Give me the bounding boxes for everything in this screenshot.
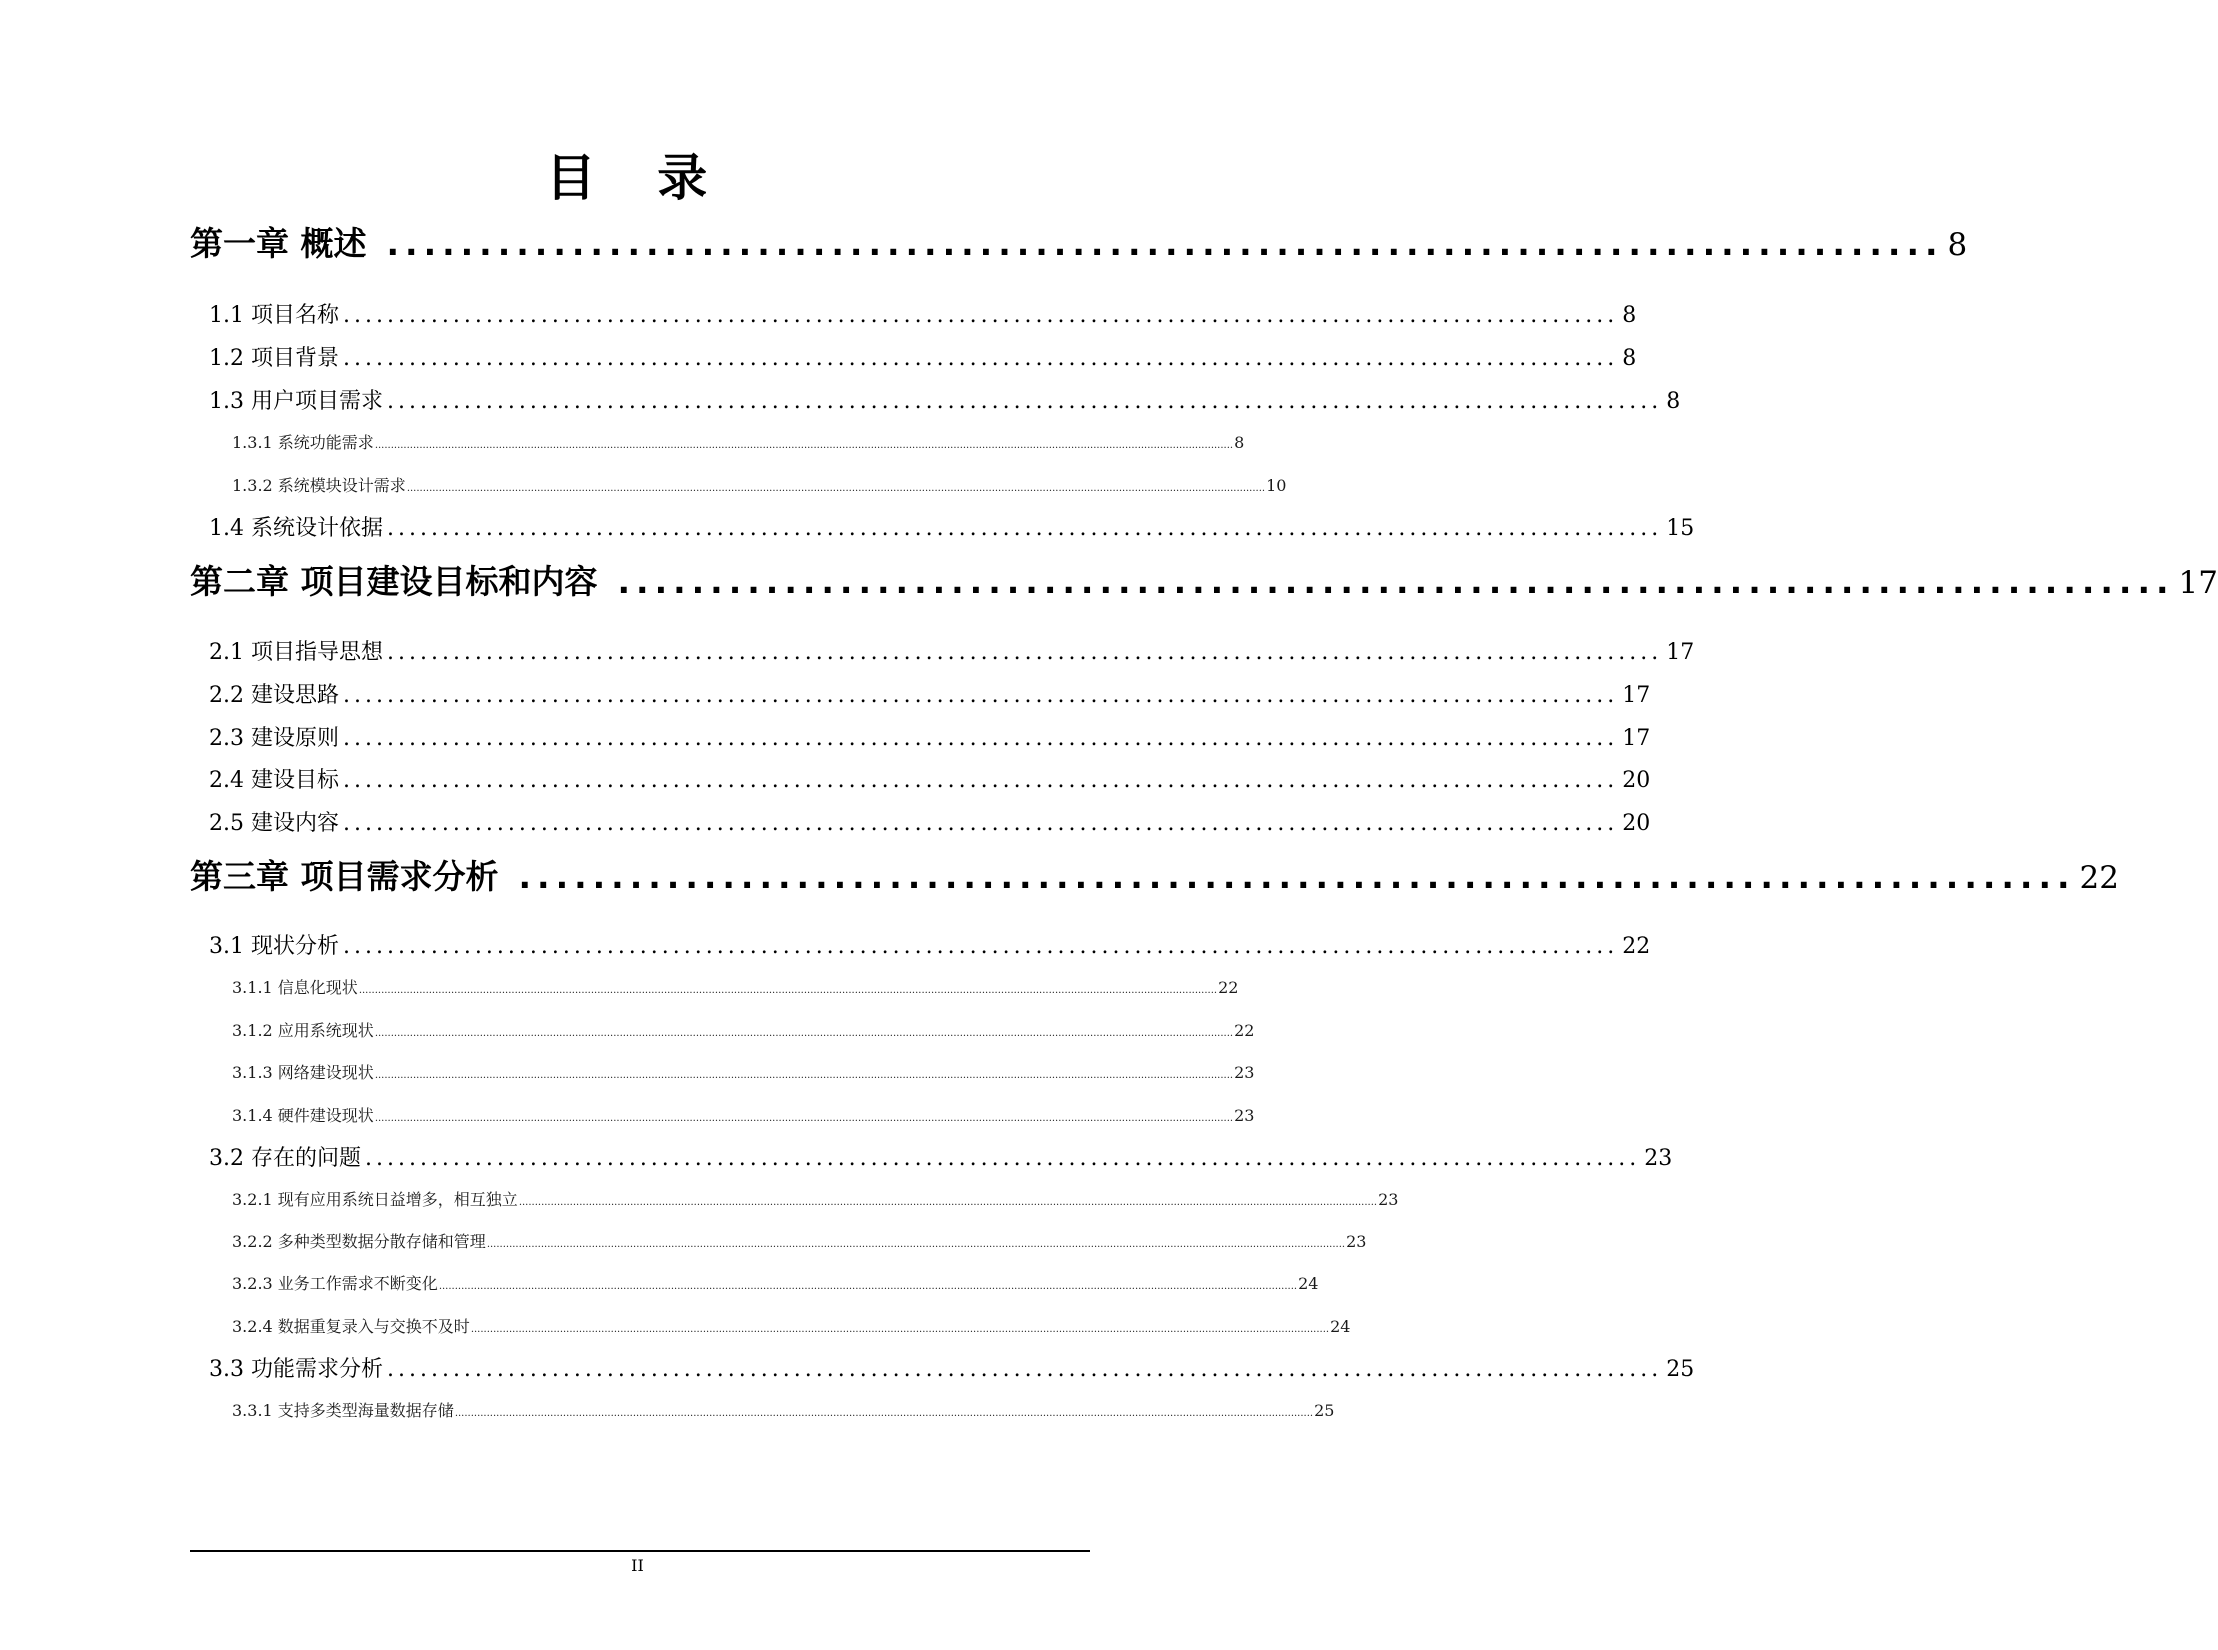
dot-leader: .............................................................................................................................................................................................................................................................................. bbox=[406, 483, 1266, 494]
toc-entry-label: 3.2.3 业务工作需求不断变化 bbox=[232, 1274, 438, 1293]
toc-entry-label: 3.3.1 支持多类型海量数据存储 bbox=[232, 1401, 454, 1420]
toc-entry-page: 25 bbox=[1666, 1357, 1695, 1382]
toc-subsection-3-1-4[interactable] bbox=[232, 1103, 1255, 1127]
dot-leader: .................................................................................................................... bbox=[342, 683, 1619, 708]
dot-leader: .................................................................................................................... bbox=[342, 768, 1619, 793]
toc-section-3-1[interactable] bbox=[209, 929, 1651, 961]
toc-subsection-3-1-1[interactable] bbox=[232, 975, 1239, 999]
dot-leader: .............................................................................................................................................................................................................................................................................. bbox=[486, 1239, 1346, 1250]
dot-leader: .................................................................................... bbox=[518, 857, 2076, 896]
toc-entry-page: 24 bbox=[1330, 1317, 1351, 1336]
toc-entry-page: 8 bbox=[1666, 389, 1681, 414]
toc-entry-label: 1.3.2 系统模块设计需求 bbox=[232, 476, 406, 495]
dot-leader: .............................................................................................................................................................................................................................................................................. bbox=[470, 1324, 1330, 1335]
toc-entry-page: 25 bbox=[1314, 1401, 1335, 1420]
toc-entry-label: 1.3 用户项目需求 bbox=[209, 389, 383, 414]
toc-entry-label: 3.1 现状分析 bbox=[209, 934, 339, 959]
toc-entry-label: 1.1 项目名称 bbox=[209, 303, 339, 328]
dot-leader: .................................................................................................................... bbox=[386, 640, 1663, 665]
toc-entry-page: 22 bbox=[2079, 860, 2119, 896]
toc-entry-label: 2.4 建设目标 bbox=[209, 768, 339, 793]
toc-entry-page: 8 bbox=[1622, 303, 1637, 328]
toc-entry-page: 23 bbox=[1234, 1106, 1255, 1125]
toc-entry-page: 8 bbox=[1622, 346, 1637, 371]
toc-subsection-3-2-1[interactable] bbox=[232, 1187, 1399, 1211]
dot-leader: .................................................................................................................... bbox=[342, 303, 1619, 328]
toc-entry-label: 第一章 概述 bbox=[190, 224, 367, 263]
toc-entry-label: 2.3 建设原则 bbox=[209, 726, 339, 751]
dot-leader: .............................................................................................................................................................................................................................................................................. bbox=[518, 1197, 1378, 1208]
toc-entry-page: 23 bbox=[1234, 1063, 1255, 1082]
toc-entry-page: 20 bbox=[1622, 768, 1651, 793]
toc-entry-page: 23 bbox=[1378, 1190, 1399, 1209]
dot-leader: .................................................................................................................... bbox=[342, 726, 1619, 751]
toc-subsection-3-2-3[interactable] bbox=[232, 1271, 1319, 1295]
toc-entry-label: 3.1.4 硬件建设现状 bbox=[232, 1106, 374, 1125]
toc-section-2-5[interactable] bbox=[209, 806, 1651, 838]
toc-entry-label: 1.3.1 系统功能需求 bbox=[232, 433, 374, 452]
dot-leader: .................................................................................................................... bbox=[342, 811, 1619, 836]
toc-chapter-1[interactable] bbox=[190, 218, 1968, 263]
toc-subsection-1-3-2[interactable] bbox=[232, 473, 1287, 497]
toc-entry-page: 10 bbox=[1266, 476, 1287, 495]
toc-entry-label: 1.2 项目背景 bbox=[209, 346, 339, 371]
toc-section-1-3[interactable] bbox=[209, 384, 1681, 416]
page-title: 目 录 bbox=[545, 149, 730, 207]
toc-section-3-3[interactable] bbox=[209, 1352, 1695, 1384]
dot-leader: .................................................................................................................... bbox=[386, 389, 1663, 414]
dot-leader: .................................................................................................................... bbox=[386, 516, 1663, 541]
toc-section-2-3[interactable] bbox=[209, 721, 1651, 753]
toc-subsection-3-3-1[interactable] bbox=[232, 1398, 1335, 1422]
toc-entry-page: 20 bbox=[1622, 811, 1651, 836]
toc-entry-label: 3.2.4 数据重复录入与交换不及时 bbox=[232, 1317, 470, 1336]
dot-leader: .............................................................................................................................................................................................................................................................................. bbox=[374, 1028, 1234, 1039]
toc-entry-page: 23 bbox=[1346, 1232, 1367, 1251]
toc-entry-label: 2.2 建设思路 bbox=[209, 683, 339, 708]
toc-entry-page: 22 bbox=[1234, 1021, 1255, 1040]
toc-entry-page: 23 bbox=[1644, 1146, 1673, 1171]
toc-section-2-4[interactable] bbox=[209, 763, 1651, 795]
toc-entry-page: 22 bbox=[1622, 934, 1651, 959]
dot-leader: .................................................................................... bbox=[386, 224, 1944, 263]
toc-entry-page: 17 bbox=[2178, 565, 2218, 601]
dot-leader: .............................................................................................................................................................................................................................................................................. bbox=[358, 985, 1218, 996]
toc-section-2-2[interactable] bbox=[209, 678, 1651, 710]
dot-leader: .................................................................................... bbox=[617, 562, 2175, 601]
dot-leader: .............................................................................................................................................................................................................................................................................. bbox=[374, 1113, 1234, 1124]
toc-section-1-2[interactable] bbox=[209, 341, 1637, 373]
toc-subsection-1-3-1[interactable] bbox=[232, 430, 1245, 454]
toc-entry-label: 3.2.2 多种类型数据分散存储和管理 bbox=[232, 1232, 486, 1251]
toc-entry-label: 2.1 项目指导思想 bbox=[209, 640, 383, 665]
toc-entry-label: 3.1.3 网络建设现状 bbox=[232, 1063, 374, 1082]
footer-divider bbox=[190, 1550, 1090, 1552]
dot-leader: .................................................................................................................... bbox=[342, 346, 1619, 371]
dot-leader: .............................................................................................................................................................................................................................................................................. bbox=[438, 1281, 1298, 1292]
toc-entry-page: 17 bbox=[1622, 726, 1651, 751]
dot-leader: .................................................................................................................... bbox=[364, 1146, 1641, 1171]
toc-subsection-3-1-3[interactable] bbox=[232, 1060, 1255, 1084]
dot-leader: .............................................................................................................................................................................................................................................................................. bbox=[374, 440, 1234, 451]
toc-entry-label: 3.1.2 应用系统现状 bbox=[232, 1021, 374, 1040]
toc-subsection-3-2-2[interactable] bbox=[232, 1229, 1367, 1253]
toc-entry-page: 15 bbox=[1666, 516, 1695, 541]
toc-section-1-1[interactable] bbox=[209, 298, 1637, 330]
toc-entry-label: 3.2 存在的问题 bbox=[209, 1146, 361, 1171]
dot-leader: .............................................................................................................................................................................................................................................................................. bbox=[454, 1408, 1314, 1419]
toc-entry-page: 22 bbox=[1218, 978, 1239, 997]
toc-section-3-2[interactable] bbox=[209, 1141, 1673, 1173]
toc-entry-page: 17 bbox=[1666, 640, 1695, 665]
toc-subsection-3-2-4[interactable] bbox=[232, 1314, 1351, 1338]
toc-chapter-2[interactable] bbox=[190, 556, 2218, 601]
toc-chapter-3[interactable] bbox=[190, 851, 2119, 896]
toc-entry-label: 2.5 建设内容 bbox=[209, 811, 339, 836]
toc-entry-label: 3.3 功能需求分析 bbox=[209, 1357, 383, 1382]
dot-leader: .............................................................................................................................................................................................................................................................................. bbox=[374, 1070, 1234, 1081]
dot-leader: .................................................................................................................... bbox=[342, 934, 1619, 959]
toc-section-1-4[interactable] bbox=[209, 511, 1695, 543]
toc-entry-label: 第三章 项目需求分析 bbox=[190, 857, 499, 896]
toc-subsection-3-1-2[interactable] bbox=[232, 1018, 1255, 1042]
toc-entry-page: 24 bbox=[1298, 1274, 1319, 1293]
toc-entry-label: 第二章 项目建设目标和内容 bbox=[190, 562, 598, 601]
toc-entry-label: 3.2.1 现有应用系统日益增多，相互独立 bbox=[232, 1190, 518, 1209]
toc-section-2-1[interactable] bbox=[209, 635, 1695, 667]
toc-entry-label: 1.4 系统设计依据 bbox=[209, 516, 383, 541]
dot-leader: .................................................................................................................... bbox=[386, 1357, 1663, 1382]
toc-entry-page: 8 bbox=[1947, 227, 1968, 263]
toc-entry-page: 8 bbox=[1234, 433, 1245, 452]
page-number: II bbox=[631, 1556, 644, 1575]
toc-entry-page: 17 bbox=[1622, 683, 1651, 708]
toc-entry-label: 3.1.1 信息化现状 bbox=[232, 978, 358, 997]
